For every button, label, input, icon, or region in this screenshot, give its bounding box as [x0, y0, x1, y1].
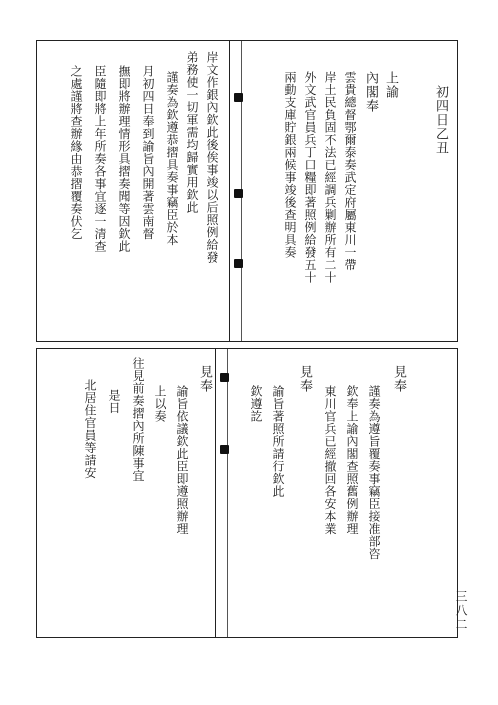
text-column-10: 月初四日奉到諭旨內開著雲南督: [141, 65, 155, 240]
seal-mark: [234, 189, 243, 198]
text-column-5: 外文武官員兵丁口糧即著照例給發五十: [303, 71, 317, 284]
binding-line: [229, 41, 230, 341]
text-column-12: 是日: [107, 389, 121, 414]
seal-mark: [234, 259, 243, 268]
binding-line-inner: [227, 349, 228, 637]
text-column-12: 臣隨即將上年所奏各事宜逐一清查: [93, 65, 107, 253]
text-column-8: 見奉: [197, 365, 212, 393]
text-column-8: 弟務使一切軍需均歸實用欽此: [185, 51, 199, 214]
text-column-11: 往見前奏摺內所陳事宜: [131, 357, 145, 482]
text-column-7: 岸文作銀內欽此後俟事竣以后照例給發: [205, 51, 219, 264]
lower-document-panel: [36, 348, 458, 638]
text-column-3: 欽奉上諭內閣查照舊例辦理: [345, 385, 359, 535]
text-column-5: 見奉: [297, 365, 312, 393]
text-column-13: 北居住官員等請安: [83, 379, 97, 479]
text-column-9: 謹奏為欽遵恭摺具奏事竊臣於本: [165, 71, 179, 246]
text-column-1: 上諭: [383, 71, 398, 99]
text-column-2: 謹奏為遵旨覆奏事竊臣接准部咨: [367, 385, 381, 560]
seal-mark: [220, 373, 229, 382]
text-column-1: 見奉: [391, 365, 406, 393]
text-column-3: 雲貴總督鄂爾泰奏武定府屬東川一帶: [343, 71, 357, 271]
seal-mark: [220, 445, 229, 454]
text-column-11: 撫即將辦理情形具摺奏聞等因欽此: [117, 65, 131, 253]
binding-line: [215, 349, 216, 637]
text-column-4: 東川官兵已經撤回各安本業: [323, 385, 337, 535]
text-column-2: 內閣奉: [363, 71, 378, 113]
text-column-9: 諭旨依議欽此臣即遵照辦理: [175, 385, 189, 535]
upper-document-panel: [36, 40, 458, 342]
text-column-6: 兩動支庫貯銀兩候事竣後查明具奏: [283, 71, 297, 259]
text-column-6: 諭旨著照所請行欽此: [271, 385, 285, 498]
date-header: 初四日乙丑: [433, 85, 448, 155]
page-number: 三八二: [454, 590, 468, 632]
text-column-7: 欽遵訖: [249, 385, 263, 423]
text-column-4: 岸土民負固不法已經調兵剿辦所有二十: [323, 71, 337, 284]
seal-mark: [234, 93, 243, 102]
text-column-10: 上以奏: [153, 385, 167, 423]
text-column-13: 之處謹將查辦緣由恭摺覆奏伏乞: [69, 65, 83, 240]
